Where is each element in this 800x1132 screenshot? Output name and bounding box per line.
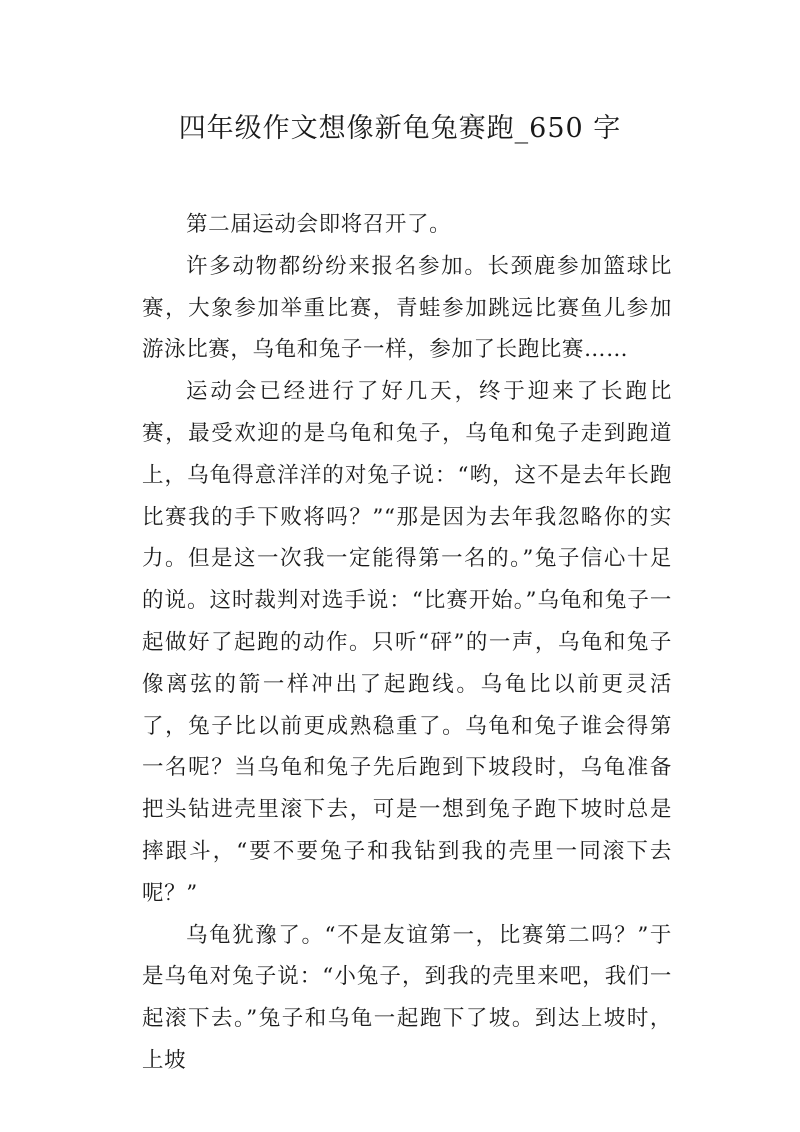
document-body (142, 204, 672, 1082)
paragraph: 许多动物都纷纷来报名参加。长颈鹿参加篮球比赛，大象参加举重比赛，青蛙参加跳远比赛鱼儿参加游泳比赛，乌龟和兔子一样，参加了长跑比赛…… (142, 253, 672, 363)
paragraph: 第二届运动会即将召开了。 (186, 212, 452, 237)
paragraph: 乌龟犹豫了。“不是友谊第一，比赛第二吗？”于是乌龟对兔子说：“小兔子，到我的壳里来吧，我们一起滚下去。”兔子和乌龟一起跑下了坡。到达上坡时，上坡 (142, 922, 672, 1073)
document-title: 四年级作文想像新龟兔赛跑_650 字 (178, 113, 622, 144)
paragraph: 运动会已经进行了好几天，终于迎来了长跑比赛，最受欢迎的是乌龟和兔子，乌龟和兔子走到跑道上，乌龟得意洋洋的对兔子说：“哟，这不是去年长跑比赛我的手下败将吗？”“那是因为去年我忽略你的实力。但是这一次我一定能得第一名的。”兔子信心十足的说。这时裁判对选手说：“比赛开始。”乌龟和兔子一起做好了起跑的动作。只听“砰”的一声，乌龟和兔子像离弦的箭一样冲出了起跑线。乌龟比以前更灵活了，兔子比以前更成熟稳重了。乌龟和兔子谁会得第一名呢？当乌龟和兔子先后跑到下坡段时，乌龟准备把头钻进壳里滚下去，可是一想到兔子跑下坡时总是摔跟斗，“要不要兔子和我钻到我的壳里一同滚下去呢？” (142, 379, 672, 906)
